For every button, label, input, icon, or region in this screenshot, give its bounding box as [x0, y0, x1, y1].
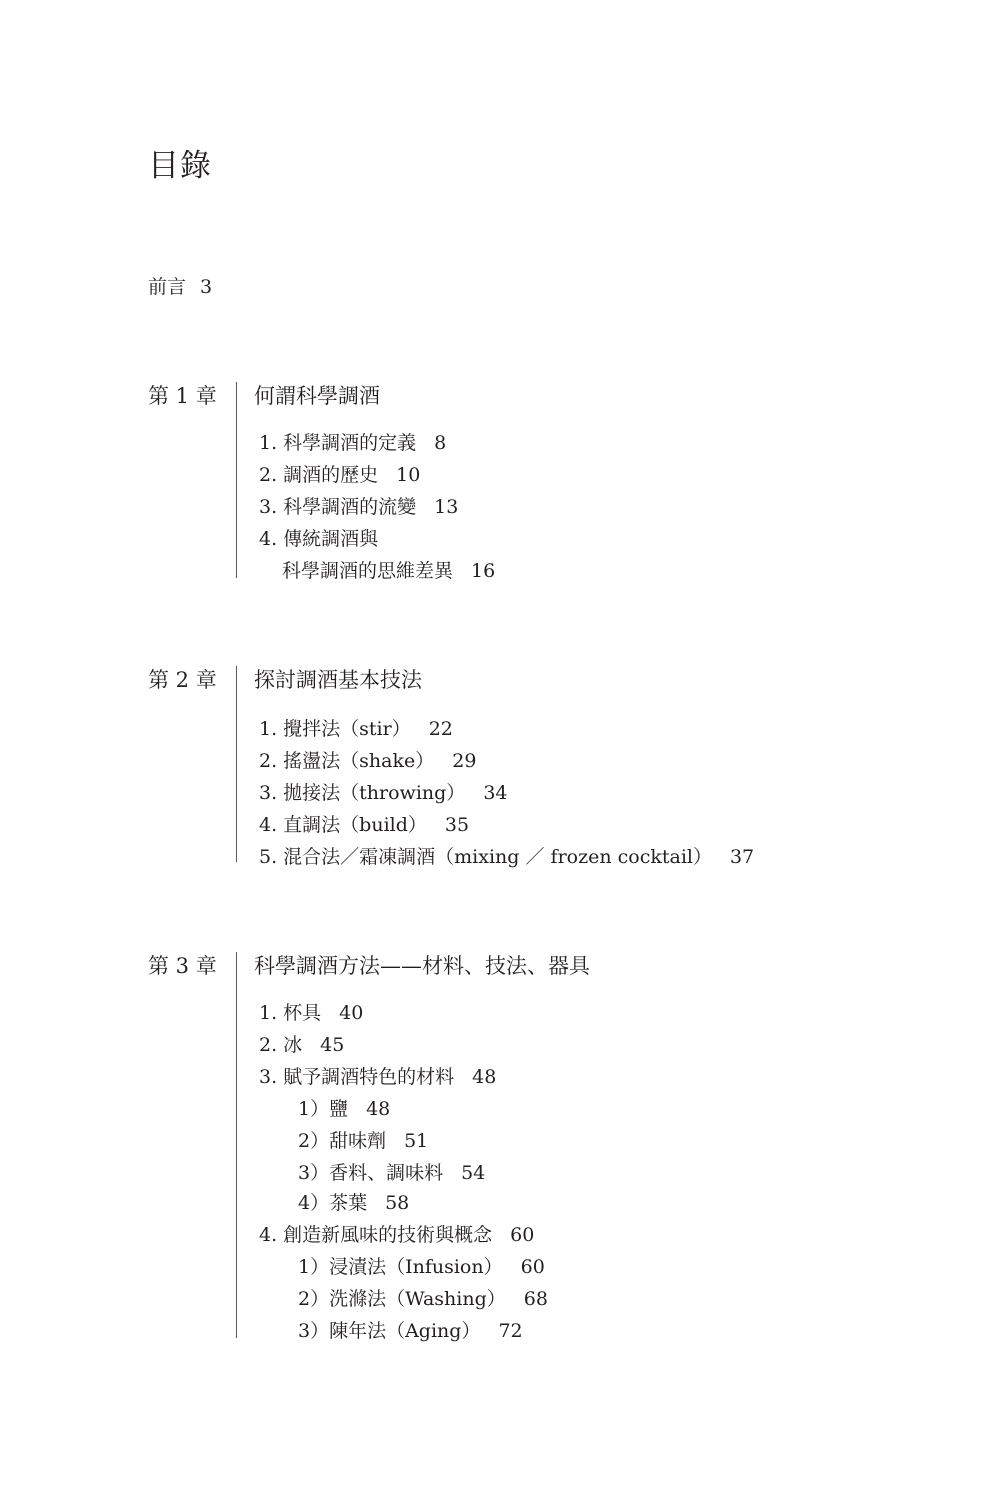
- entry-text: 3. 拋接法（throwing）: [259, 782, 466, 804]
- entry-page-number: 45: [320, 1034, 345, 1056]
- entry-page-number: 58: [385, 1192, 410, 1214]
- toc-subentry: [298, 1126, 428, 1153]
- toc-entry: [259, 810, 469, 837]
- toc-subentry: [298, 1188, 409, 1215]
- chapter-title: 探討調酒基本技法: [254, 668, 422, 692]
- entry-text: 4）茶葉: [298, 1192, 368, 1214]
- entry-page-number: 34: [483, 782, 508, 804]
- entry-page-number: 35: [444, 814, 470, 836]
- entry-text: 2. 調酒的歷史: [259, 464, 379, 486]
- toc-entry: [259, 746, 476, 773]
- entry-page-number: 68: [523, 1288, 548, 1310]
- toc-subentry: [298, 1252, 545, 1279]
- toc-entry: [259, 778, 508, 805]
- page-title: 目錄: [148, 148, 212, 184]
- entry-page-number: 37: [729, 846, 755, 868]
- chapter-divider: [236, 952, 237, 1338]
- entry-page-number: 51: [404, 1130, 429, 1152]
- preface-entry: [148, 272, 212, 299]
- entry-page-number: 54: [461, 1162, 486, 1184]
- entry-page-number: 16: [471, 560, 496, 582]
- entry-page-number: 29: [452, 750, 477, 772]
- entry-text: 4. 傳統調酒與: [259, 528, 379, 550]
- preface-page-number: 3: [200, 276, 213, 298]
- entry-page-number: 60: [510, 1224, 535, 1246]
- entry-text: 1）鹽: [298, 1098, 349, 1120]
- chapter-divider: [236, 666, 237, 862]
- chapter-label: 第 1 章: [148, 384, 217, 408]
- chapter-title: 何謂科學調酒: [254, 384, 380, 408]
- toc-entry-continued: [282, 556, 495, 583]
- toc-entry: [259, 1030, 344, 1057]
- toc-entry: [259, 1062, 496, 1089]
- entry-text: 3. 賦予調酒特色的材料: [259, 1066, 455, 1088]
- toc-subentry: [298, 1316, 523, 1343]
- entry-text: 2. 冰: [259, 1034, 303, 1056]
- entry-page-number: 10: [396, 464, 421, 486]
- entry-text: 1. 科學調酒的定義: [259, 432, 417, 454]
- toc-entry: [259, 428, 446, 455]
- entry-text: 科學調酒的思維差異: [282, 560, 454, 582]
- toc-entry: [259, 714, 453, 741]
- entry-text: 3）香料、調味料: [298, 1162, 444, 1184]
- entry-text: 3. 科學調酒的流變: [259, 496, 417, 518]
- entry-text: 2）洗滌法（Washing）: [298, 1288, 506, 1310]
- entry-page-number: 40: [339, 1002, 364, 1024]
- entry-page-number: 22: [428, 718, 453, 740]
- toc-entry: [259, 1220, 534, 1247]
- entry-text: 2. 搖盪法（shake）: [259, 750, 435, 772]
- entry-page-number: 48: [366, 1098, 391, 1120]
- toc-entry: [259, 998, 363, 1025]
- toc-entry: [259, 524, 378, 551]
- preface-label: 前言: [148, 276, 187, 298]
- entry-text: 5. 混合法／霜凍調酒（mixing ／ frozen cocktail）: [259, 846, 712, 868]
- toc-entry: [259, 492, 458, 519]
- entry-page-number: 48: [472, 1066, 497, 1088]
- entry-page-number: 60: [520, 1256, 545, 1278]
- entry-text: 4. 創造新風味的技術與概念: [259, 1224, 493, 1246]
- entry-text: 1. 攪拌法（stir）: [259, 718, 411, 740]
- chapter-label: 第 3 章: [148, 954, 217, 978]
- entry-page-number: 72: [498, 1320, 523, 1342]
- chapter-divider: [236, 382, 237, 578]
- entry-text: 1）浸漬法（Infusion）: [298, 1256, 503, 1278]
- toc-entry: [259, 842, 754, 869]
- chapter-title: 科學調酒方法——材料、技法、器具: [254, 954, 590, 978]
- entry-text: 4. 直調法（build）: [259, 814, 427, 836]
- entry-text: 1. 杯具: [259, 1002, 322, 1024]
- entry-page-number: 8: [434, 432, 447, 454]
- toc-subentry: [298, 1094, 390, 1121]
- entry-text: 3）陳年法（Aging）: [298, 1320, 481, 1342]
- chapter-label: 第 2 章: [148, 668, 217, 692]
- toc-entry: [259, 460, 420, 487]
- entry-text: 2）甜味劑: [298, 1130, 387, 1152]
- toc-subentry: [298, 1158, 485, 1185]
- toc-subentry: [298, 1284, 548, 1311]
- entry-page-number: 13: [434, 496, 459, 518]
